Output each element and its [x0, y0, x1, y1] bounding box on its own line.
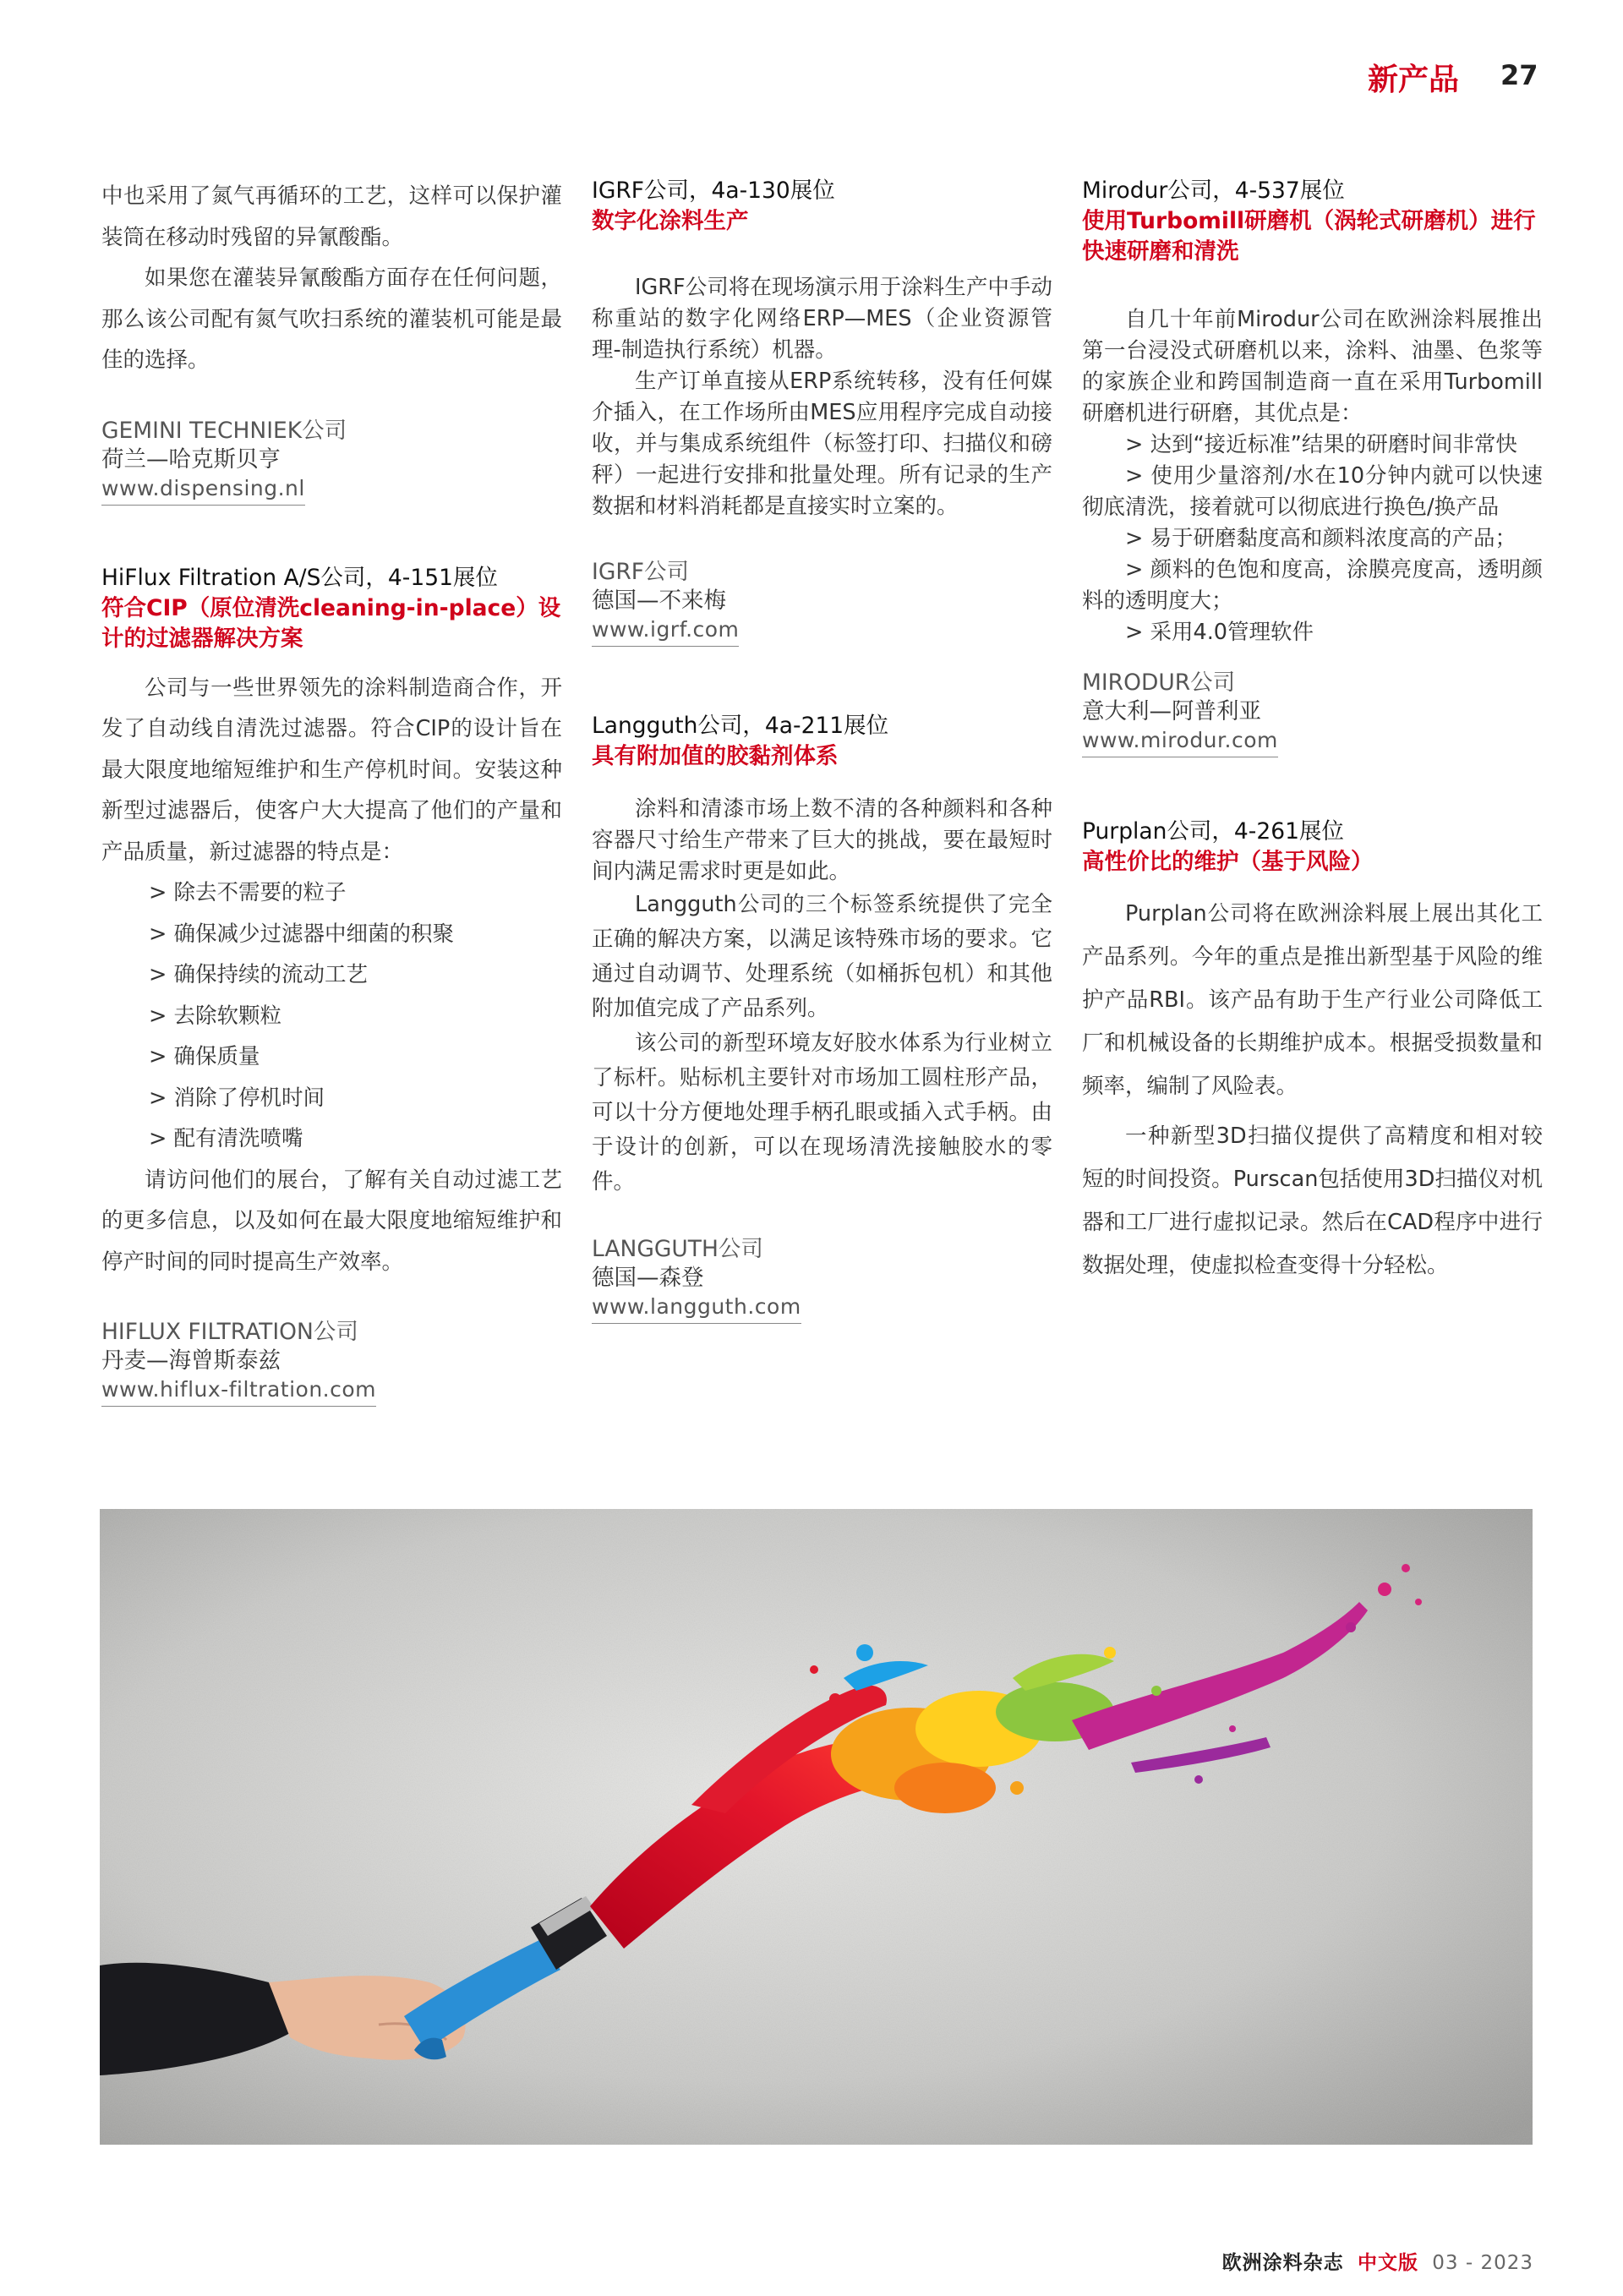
article-paragraph: 涂料和清漆市场上数不清的各种颜料和各种容器尺寸给生产带来了巨大的挑战，要在最短时间内满足需求时更是如此。: [592, 796, 1052, 884]
column-3: [1082, 176, 1543, 1287]
article-subheading: 使用Turbomill研磨机（涡轮式研磨机）进行快速研磨和清洗: [1082, 208, 1536, 265]
company-name: HIFLUX FILTRATION公司: [101, 1319, 358, 1345]
article-paragraph: 公司与一些世界领先的涂料制造商合作，开发了自动线自清洗过滤器。符合CIP的设计旨在最大限度地缩短维护和生产停机时间。安装这种新型过滤器后，使客户大大提高了他们的产量和产品质量，新过滤器的特点是：: [101, 675, 562, 865]
company-location: 丹麦—海曾斯泰兹: [101, 1348, 281, 1374]
article-heading: Mirodur公司，4-537展位: [1082, 178, 1345, 204]
photo-illustration: [100, 1509, 1533, 2145]
feature-list-item: > 消除了停机时间: [149, 1085, 325, 1111]
article-subheading: 数字化涂料生产: [592, 208, 749, 234]
advantage-item: > 达到“接近标准”结果的研磨时间非常快: [1125, 432, 1517, 457]
intro-paragraph-1: 中也采用了氮气再循环的工艺，这样可以保护灌装筒在移动时残留的异氰酸酯。: [101, 183, 562, 250]
hiflux-contact: [101, 1318, 562, 1407]
column-1: [101, 176, 562, 1407]
igrf-article: [592, 176, 1052, 647]
edition-label: 中文版: [1357, 2252, 1418, 2274]
advantage-item: > 易于研磨黏度高和颜料浓度高的产品；: [1125, 526, 1516, 551]
company-location: 德国—不来梅: [592, 588, 726, 614]
section-title: 新产品: [1368, 63, 1460, 97]
company-name: LANGGUTH公司: [592, 1236, 763, 1262]
company-url-link[interactable]: www.mirodur.com: [1082, 726, 1278, 757]
article-subheading: 高性价比的维护（基于风险）: [1082, 849, 1374, 875]
company-name: GEMINI TECHNIEK公司: [101, 417, 347, 444]
article-subheading: 符合CIP（原位清洗cleaning-in-place）设计的过滤器解决方案: [101, 594, 561, 652]
company-url-link[interactable]: www.hiflux-filtration.com: [101, 1375, 376, 1407]
article-paragraph: 生产订单直接从ERP系统转移，没有任何媒介插入，在工作场所由MES应用程序完成自动接收，并与集成系统组件（标签打印、扫描仪和磅秤）一起进行安排和批量处理。所有记录的生产数据和材料消耗都是直接实时立案的。: [592, 369, 1052, 519]
gemini-contact: [101, 417, 562, 506]
langguth-contact: [592, 1235, 1052, 1324]
advantage-item: > 颜料的色饱和度高，涂膜亮度高，透明颜料的透明度大；: [1082, 557, 1543, 614]
purplan-article: [1082, 817, 1543, 1287]
advantage-item: > 采用4.0管理软件: [1125, 620, 1314, 645]
magazine-name: 欧洲涂料杂志: [1221, 2252, 1344, 2274]
article-paragraph: 请访问他们的展台，了解有关自动过滤工艺的更多信息，以及如何在最大限度地缩短维护和停产时间的同时提高生产效率。: [101, 1167, 562, 1275]
intro-paragraph-2: 如果您在灌装异氰酸酯方面存在任何问题，那么该公司配有氮气吹扫系统的灌装机可能是最佳的选择。: [101, 265, 562, 373]
advantage-item: > 使用少量溶剂/水在10分钟内就可以快速彻底清洗，接着就可以彻底进行换色/换产品: [1082, 463, 1543, 520]
feature-list-item: > 配有清洗喷嘴: [149, 1126, 303, 1151]
mirodur-contact: [1082, 669, 1543, 757]
company-location: 德国—森登: [592, 1265, 704, 1291]
article-heading: HiFlux Filtration A/S公司，4-151展位: [101, 564, 498, 591]
company-url-link[interactable]: www.igrf.com: [592, 615, 739, 647]
paint-brush-splash-photo: [100, 1509, 1533, 2145]
mirodur-article: [1082, 176, 1543, 757]
article-paragraph: 自几十年前Mirodur公司在欧洲涂料展推出第一台浸没式研磨机以来，涂料、油墨、色浆等的家族企业和跨国制造商一直在采用Turbomill研磨机进行研磨，其优点是：: [1082, 307, 1543, 426]
company-url-link[interactable]: www.dispensing.nl: [101, 474, 305, 506]
issue-number: 03 - 2023: [1432, 2252, 1533, 2274]
article-paragraph: Langguth公司的三个标签系统提供了完全正确的解决方案，以满足该特殊市场的要求。它通过自动调节、处理系统（如桶拆包机）和其他附加值完成了产品系列。: [592, 892, 1052, 1021]
feature-list: [101, 872, 562, 1160]
company-name: MIRODUR公司: [1082, 670, 1236, 696]
feature-list-item: > 确保持续的流动工艺: [149, 962, 368, 987]
company-url-link[interactable]: www.langguth.com: [592, 1293, 801, 1324]
feature-list-item: > 除去不需要的粒子: [149, 880, 347, 905]
article-paragraph: IGRF公司将在现场演示用于涂料生产中手动称重站的数字化网络ERP—MES（企业资源管理-制造执行系统）机器。: [592, 275, 1052, 363]
igrf-contact: [592, 558, 1052, 647]
langguth-article: [592, 711, 1052, 1324]
page-number: 27: [1500, 59, 1538, 91]
hiflux-article: [101, 563, 562, 1408]
article-paragraph: Purplan公司将在欧洲涂料展上展出其化工产品系列。今年的重点是推出新型基于风险的维护产品RBI。该产品有助于生产行业公司降低工厂和机械设备的长期维护成本。根据受损数量和频率，编制了风险表。: [1082, 901, 1543, 1099]
feature-list-item: > 确保质量: [149, 1044, 260, 1069]
article-paragraph: 一种新型3D扫描仪提供了高精度和相对较短的时间投资。Purscan包括使用3D扫描仪对机器和工厂进行虚拟记录。然后在CAD程序中进行数据处理，使虚拟检查变得十分轻松。: [1082, 1123, 1543, 1278]
article-subheading: 具有附加值的胶黏剂体系: [592, 743, 839, 769]
company-location: 意大利—阿普利亚: [1082, 698, 1261, 724]
company-name: IGRF公司: [592, 559, 690, 585]
article-heading: Langguth公司，4a-211展位: [592, 713, 889, 739]
page-footer: [1222, 2247, 1533, 2275]
article-heading: Purplan公司，4-261展位: [1082, 818, 1344, 845]
feature-list-item: > 确保减少过滤器中细菌的积聚: [149, 921, 454, 947]
column-2: [592, 176, 1052, 1324]
article-paragraph: 该公司的新型环境友好胶水体系为行业树立了标杆。贴标机主要针对市场加工圆柱形产品，可以十分方便地处理手柄孔眼或插入式手柄。由于设计的创新，可以在现场清洗接触胶水的零件。: [592, 1030, 1052, 1194]
company-location: 荷兰—哈克斯贝亨: [101, 446, 281, 473]
feature-list-item: > 去除软颗粒: [149, 1003, 281, 1029]
article-heading: IGRF公司，4a-130展位: [592, 178, 835, 204]
